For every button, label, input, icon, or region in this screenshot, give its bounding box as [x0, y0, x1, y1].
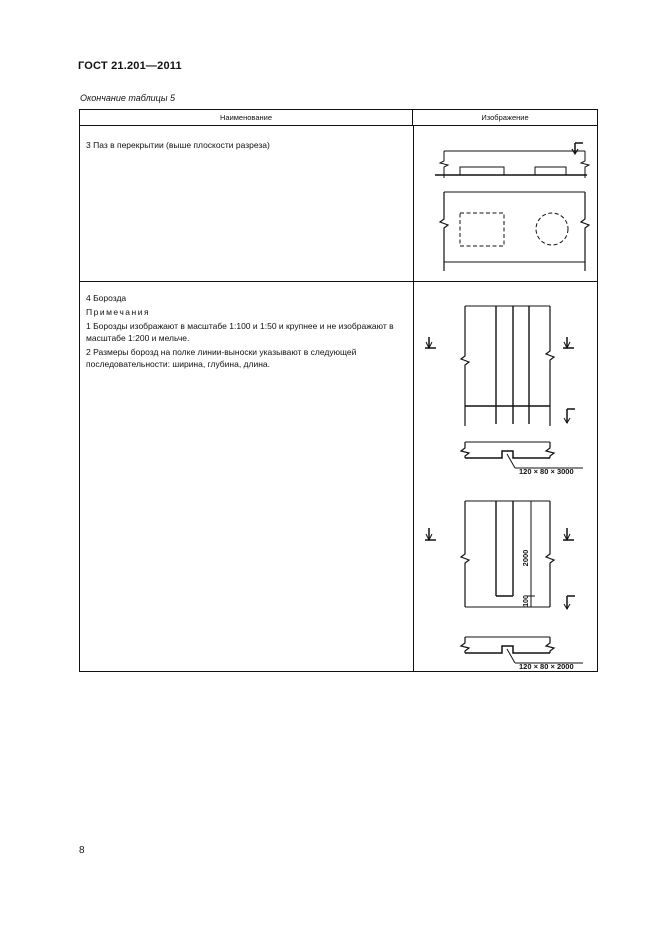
doc-title: ГОСТ 21.201—2011: [78, 60, 182, 72]
drawings-column: [413, 126, 597, 672]
column-header-name: Наименование: [80, 110, 413, 126]
groove-1-elevation: [425, 306, 575, 426]
slab-plan-drawing: [440, 192, 589, 271]
column-header-image: Изображение: [413, 110, 597, 126]
notes-title: Примечания: [86, 307, 151, 317]
groove-2-elevation: [425, 501, 575, 609]
groove-2-dimension-label: 120 × 80 × 2000: [519, 662, 574, 671]
note-1: 1 Борозды изображают в масштабе 1:100 и 1:50 и крупнее и не изображают в масштабе 1:200 и мельче.: [86, 321, 394, 343]
groove-2-section: [461, 637, 583, 663]
symbols-table: [79, 109, 598, 672]
slab-section-drawing: [435, 143, 589, 178]
groove-2-length-label: 2000: [521, 549, 530, 567]
row-4-content: [86, 292, 410, 372]
page-number: 8: [79, 845, 85, 856]
groove-1-section: [461, 442, 583, 468]
row-3-name: 3 Паз в перекрытии (выше плоскости разреза): [86, 140, 270, 150]
groove-1-dimension-label: 120 × 80 × 3000: [519, 467, 574, 476]
table-caption: Окончание таблицы 5: [80, 93, 175, 103]
groove-2-offset-label: 100: [523, 595, 530, 607]
row-4-name: 4 Борозда: [86, 293, 127, 303]
note-2: 2 Размеры борозд на полке линии-выноски указывают в следующей последовательности: ширина, глубина, длина.: [86, 347, 357, 369]
